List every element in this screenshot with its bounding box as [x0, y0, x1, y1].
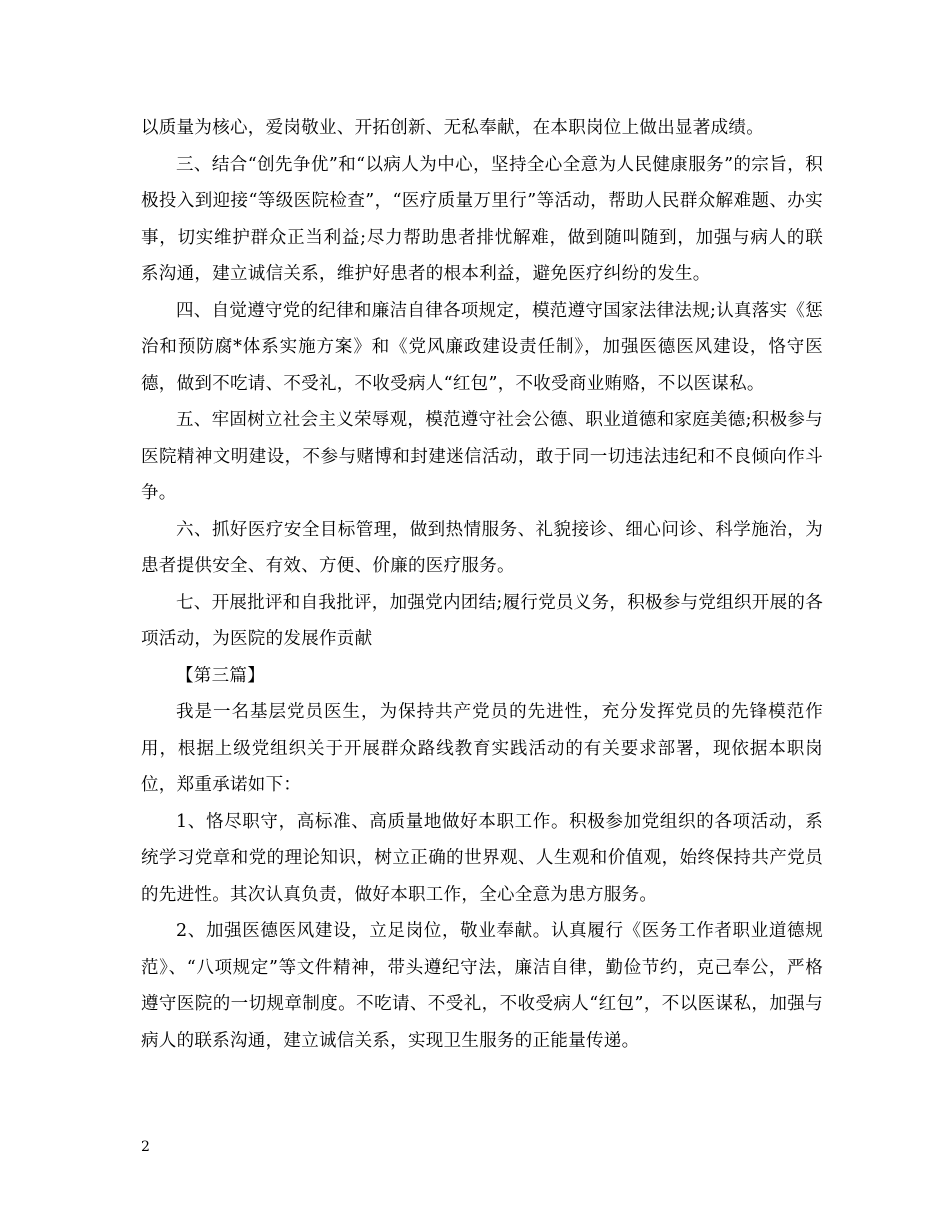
paragraph-5: 六、抓好医疗安全目标管理，做到热情服务、礼貌接诊、细心问诊、科学施治，为患者提供安全、有效、方便、价廉的医疗服务。	[141, 519, 823, 576]
paragraph-7: 我是一名基层党员医生，为保持共产党员的先进性，充分发挥党员的先锋模范作用，根据上级党组织关于开展群众路线教育实践活动的有关要求部署，现依据本职岗位，郑重承诺如下：	[141, 702, 823, 795]
section-heading: 【第三篇】	[176, 665, 265, 686]
paragraph-2: 三、结合“创先争优”和“以病人为中心，坚持全心全意为人民健康服务”的宗旨，积极投入到迎接“等级医院检查”，“医疗质量万里行”等活动，帮助人民群众解难题、办实事，切实维护群众正当利益;尽力帮助患者排忧解难，做到随叫随到，加强与病人的联系沟通，建立诚信关系，维护好患者的根本利益，避免医疗纠纷的发生。	[141, 154, 823, 284]
paragraph-6: 七、开展批评和自我批评，加强党内团结;履行党员义务，积极参与党组织开展的各项活动，为医院的发展作贡献	[141, 592, 823, 649]
document-body	[141, 110, 823, 1059]
paragraph-4: 五、牢固树立社会主义荣辱观，模范遵守社会公德、职业道德和家庭美德;积极参与医院精神文明建设，不参与赌博和封建迷信活动，敢于同一切违法违纪和不良倾向作斗争。	[141, 410, 823, 503]
page-number: 2	[141, 1139, 150, 1155]
paragraph-8: 1、恪尽职守，高标准、高质量地做好本职工作。积极参加党组织的各项活动，系统学习党章和党的理论知识，树立正确的世界观、人生观和价值观，始终保持共产党员的先进性。其次认真负责，做好本职工作，全心全意为患方服务。	[141, 811, 823, 905]
paragraph-3: 四、自觉遵守党的纪律和廉洁自律各项规定，模范遵守国家法律法规;认真落实《惩治和预防腐*体系实施方案》和《党风廉政建设责任制》，加强医德医风建设，恪守医德，做到不吃请、不受礼，不收受病人“红包”，不收受商业贿赂，不以医谋私。	[141, 300, 823, 394]
paragraph-1: 以质量为核心，爱岗敬业、开拓创新、无私奉献，在本职岗位上做出显著成绩。	[141, 118, 764, 138]
paragraph-9: 2、加强医德医风建设，立足岗位，敬业奉献。认真履行《医务工作者职业道德规范》、“八项规定”等文件精神，带头遵纪守法，廉洁自律，勤俭节约，克己奉公，严格遵守医院的一切规章制度。不吃请、不受礼，不收受病人“红包”，不以医谋私，加强与病人的联系沟通，建立诚信关系，实现卫生服务的正能量传递。	[141, 921, 823, 1051]
